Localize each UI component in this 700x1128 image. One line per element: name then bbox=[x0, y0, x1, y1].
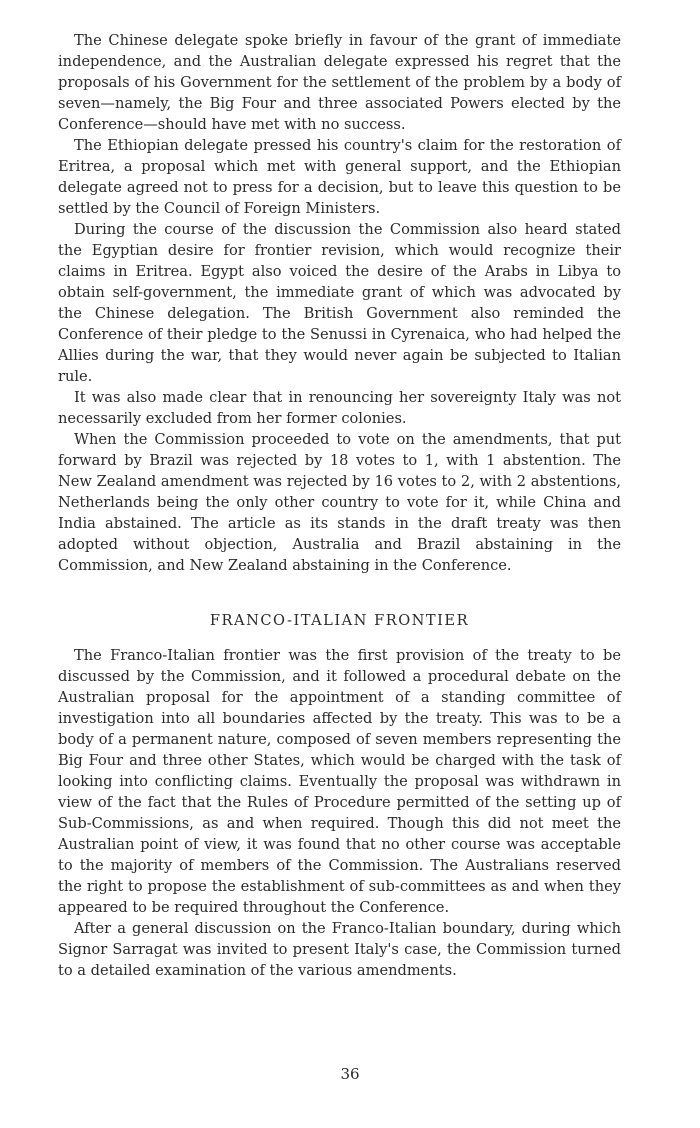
paragraph-general-discussion: After a general discussion on the Franco-Italian boundary, during which Signor Sarragat was invited to present Italy's case, the Commission turned to a detailed examination of the various amendments. bbox=[58, 920, 621, 979]
paragraph-commission-discussion: During the course of the discussion the Commission also heard stated the Egyptian desire for frontier revision, which would recognize their claims in Eritrea. Egypt also voiced the desire of the Arabs in Libya to obtain self-government, the immediate grant of which was advocated by the Chinese delegation. The British Government also reminded the Conference of their pledge to the Senussi in Cyrenaica, who had helped the Allies during the war, that they would never again be subjected to Italian rule. bbox=[58, 221, 621, 385]
paragraph-chinese-delegate: The Chinese delegate spoke briefly in favour of the grant of immediate independence, and the Australian delegate expressed his regret that the proposals of his Government for the settlement of the problem by a body of seven—namely, the Big Four and three associated Powers elected by the Conference—should have met with no success. bbox=[58, 32, 621, 133]
paragraph-ethiopian-delegate: The Ethiopian delegate pressed his country's claim for the restoration of Eritrea, a proposal which met with general support, and the Ethiopian delegate agreed not to press for a decision, but to leave this question to be settled by the Council of Foreign Ministers. bbox=[58, 137, 621, 217]
paragraph-amendment-votes: When the Commission proceeded to vote on the amendments, that put forward by Brazil was rejected by 18 votes to 1, with 1 abstention. The New Zealand amendment was rejected by 16 votes to 2, with 2 abstentions, Netherlands being the only other country to vote for it, while China and India abstained. The article as its stands in the draft treaty was then adopted without objection, Australia and Brazil abstaining in the Commission, and New Zealand abstaining in the Conference. bbox=[58, 431, 621, 574]
document-page bbox=[58, 30, 621, 981]
page-number: 36 bbox=[340, 1065, 360, 1083]
paragraph-franco-italian-frontier: The Franco-Italian frontier was the first provision of the treaty to be discussed by the Commission, and it followed a procedural debate on the Australian proposal for the appointment of a standing committee of investigation into all boundaries affected by the treaty. This was to be a body of a permanent nature, composed of seven members representing the Big Four and three other States, which would be charged with the task of looking into conflicting claims. Eventually the proposal was withdrawn in view of the fact that the Rules of Procedure permitted of the setting up of Sub-Commissions, as and when required. Though this did not meet the Australian point of view, it was found that no other course was acceptable to the majority of members of the Commission. The Australians reserved the right to propose the establishment of sub-committees as and when they appeared to be required throughout the Conference. bbox=[58, 647, 621, 916]
section-heading: FRANCO-ITALIAN FRONTIER bbox=[209, 612, 470, 629]
paragraph-italy-sovereignty: It was also made clear that in renouncing her sovereignty Italy was not necessarily excluded from her former colonies. bbox=[58, 389, 621, 427]
